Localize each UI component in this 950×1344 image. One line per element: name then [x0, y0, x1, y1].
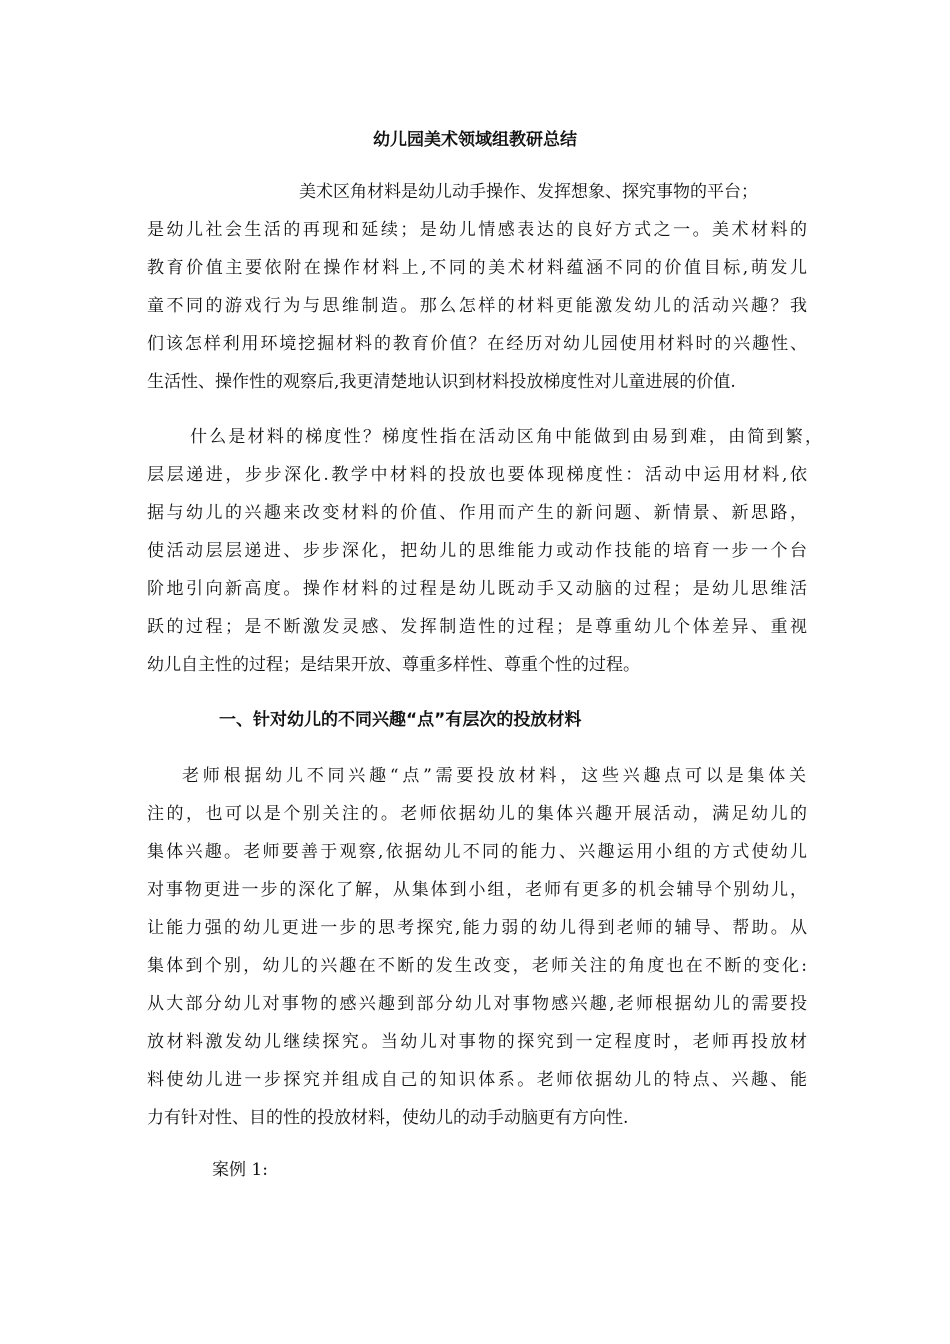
paragraph-1-line-1: 美术区角材料是幼儿动手操作、发挥想象、探究事物的平台； — [299, 182, 758, 202]
paragraph-3-line-4: 对事物更进一步的深化了解，从集体到小组，老师有更多的机会辅导个别幼儿， — [147, 880, 807, 900]
document-title: 幼儿园美术领域组教研总结 — [373, 130, 577, 150]
paragraph-3-line-3: 集体兴趣。老师要善于观察,依据幼儿不同的能力、兴趣运用小组的方式使幼儿 — [147, 842, 807, 862]
paragraph-3-line-5: 让能力强的幼儿更进一步的思考探究,能力弱的幼儿得到老师的辅导、帮助。从 — [147, 918, 807, 938]
paragraph-2-line-7: 幼儿自主性的过程；是结果开放、尊重多样性、尊重个性的过程。 — [147, 655, 640, 675]
paragraph-3-line-8: 放材料激发幼儿继续探究。当幼儿对事物的探究到一定程度时，老师再投放材 — [147, 1032, 807, 1052]
paragraph-1-line-2: 是幼儿社会生活的再现和延续；是幼儿情感表达的良好方式之一。美术材料的 — [147, 220, 807, 240]
paragraph-3-line-2: 注的，也可以是个别关注的。老师依据幼儿的集体兴趣开展活动，满足幼儿的 — [147, 804, 807, 824]
paragraph-3-line-9: 料使幼儿进一步探究并组成自己的知识体系。老师依据幼儿的特点、兴趣、能 — [147, 1070, 807, 1090]
paragraph-1-line-6: 生活性、操作性的观察后,我更清楚地认识到材料投放梯度性对儿童进展的价值. — [147, 372, 736, 392]
paragraph-1-line-4: 童不同的游戏行为与思维制造。那么怎样的材料更能激发幼儿的活动兴趣？我 — [147, 296, 807, 316]
paragraph-3-line-7: 从大部分幼儿对事物的感兴趣到部分幼儿对事物感兴趣,老师根据幼儿的需要投 — [147, 994, 807, 1014]
paragraph-2-line-1: 什么是材料的梯度性？梯度性指在活动区角中能做到由易到难，由简到繁， — [190, 427, 822, 447]
paragraph-3-line-6: 集体到个别，幼儿的兴趣在不断的发生改变，老师关注的角度也在不断的变化: — [147, 956, 807, 976]
paragraph-3-line-10: 力有针对性、目的性的投放材料，使幼儿的动手动脑更有方向性. — [147, 1108, 629, 1128]
paragraph-2-line-5: 阶地引向新高度。操作材料的过程是幼儿既动手又动脑的过程；是幼儿思维活 — [147, 579, 807, 599]
paragraph-2-line-2: 层层递进，步步深化.教学中材料的投放也要体现梯度性：活动中运用材料,依 — [147, 465, 807, 485]
paragraph-2-line-4: 使活动层层递进、步步深化，把幼儿的思维能力或动作技能的培育一步一个台 — [147, 541, 807, 561]
paragraph-1-line-5: 们该怎样利用环境挖掘材料的教育价值？在经历对幼儿园使用材料时的兴趣性、 — [147, 334, 807, 354]
section-heading-1: 一、针对幼儿的不同兴趣“点”有层次的投放材料 — [219, 710, 582, 730]
paragraph-2-line-3: 据与幼儿的兴趣来改变材料的价值、作用而产生的新问题、新情景、新思路， — [147, 503, 807, 523]
case-label: 案例 1: — [212, 1160, 268, 1180]
paragraph-1-line-3: 教育价值主要依附在操作材料上,不同的美术材料蕴涵不同的价值目标,萌发儿 — [147, 258, 807, 278]
paragraph-3-line-1: 老师根据幼儿不同兴趣“点”需要投放材料，这些兴趣点可以是集体关 — [182, 766, 806, 786]
paragraph-2-line-6: 跃的过程；是不断激发灵感、发挥制造性的过程；是尊重幼儿个体差异、重视 — [147, 617, 807, 637]
